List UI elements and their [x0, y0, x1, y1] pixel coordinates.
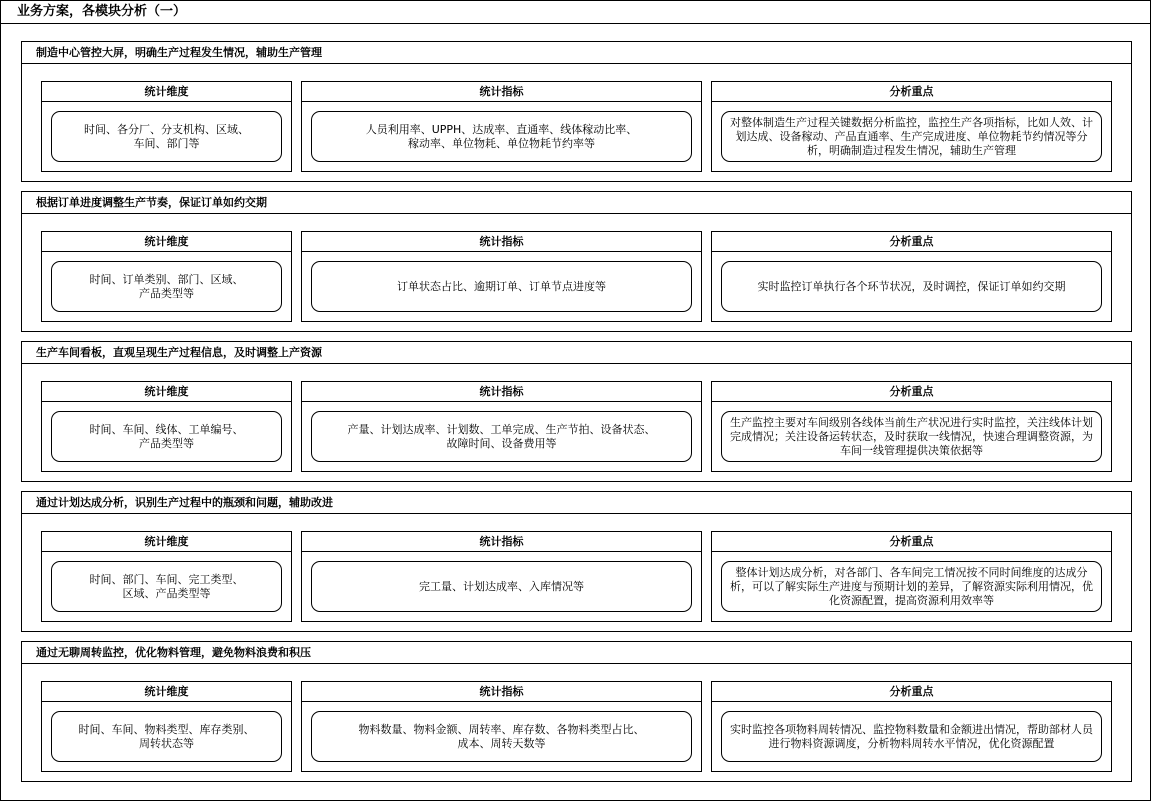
- dimensions-box: 时间、车间、线体、工单编号、 产品类型等: [51, 411, 282, 462]
- column-header: 统计指标: [302, 382, 701, 402]
- metrics-box: 物料数量、物料金额、周转率、库存数、各物料类型占比、 成本、周转天数等: [311, 711, 692, 762]
- focus-column: [711, 81, 1112, 172]
- section-title: 根据订单进度调整生产节奏，保证订单如约交期: [22, 192, 1131, 214]
- column-header: 统计指标: [302, 232, 701, 252]
- focus-box: 生产监控主要对车间级别各线体当前生产状况进行实时监控，关注线体计划完成情况；关注设备运转状态，及时获取一线情况，快速合理调整资源，为车间一线管理提供决策依据等: [721, 411, 1102, 462]
- dimensions-box: 时间、各分厂、分支机构、区域、 车间、部门等: [51, 111, 282, 162]
- section-order-progress: [21, 191, 1132, 332]
- focus-box: 整体计划达成分析，对各部门、各车间完工情况按不同时间维度的达成分析，可以了解实际生产进度与预期计划的差异，了解资源实际利用情况，优化资源配置，提高资源利用效率等: [721, 561, 1102, 612]
- column-header: 分析重点: [712, 82, 1111, 102]
- focus-column: [711, 681, 1112, 772]
- metrics-box: 完工量、计划达成率、入库情况等: [311, 561, 692, 612]
- column-header: 统计指标: [302, 532, 701, 552]
- page-title: 业务方案，各模块分析（一）: [1, 1, 1150, 24]
- metrics-box: 产量、计划达成率、计划数、工单完成、生产节拍、设备状态、 故障时间、设备费用等: [311, 411, 692, 462]
- dimensions-box: 时间、车间、物料类型、库存类别、 周转状态等: [51, 711, 282, 762]
- metrics-box: 人员利用率、UPPH、达成率、直通率、线体稼动比率、 稼动率、单位物耗、单位物耗节约率等: [311, 111, 692, 162]
- metrics-column: [301, 81, 702, 172]
- metrics-column: [301, 381, 702, 472]
- focus-column: [711, 381, 1112, 472]
- column-header: 统计维度: [42, 682, 291, 702]
- section-workshop-board: [21, 341, 1132, 482]
- column-header: 统计指标: [302, 682, 701, 702]
- section-material-turnover: [21, 641, 1132, 782]
- column-header: 分析重点: [712, 232, 1111, 252]
- dimensions-column: [41, 531, 292, 622]
- section-title: 通过计划达成分析，识别生产过程中的瓶颈和问题，辅助改进: [22, 492, 1131, 514]
- metrics-box: 订单状态占比、逾期订单、订单节点进度等: [311, 261, 692, 312]
- column-header: 分析重点: [712, 382, 1111, 402]
- section-plan-achievement: [21, 491, 1132, 632]
- column-header: 统计维度: [42, 82, 291, 102]
- column-header: 分析重点: [712, 532, 1111, 552]
- focus-column: [711, 531, 1112, 622]
- column-header: 统计维度: [42, 532, 291, 552]
- focus-column: [711, 231, 1112, 322]
- section-title: 制造中心管控大屏，明确生产过程发生情况，辅助生产管理: [22, 42, 1131, 64]
- metrics-column: [301, 531, 702, 622]
- section-title: 生产车间看板，直观呈现生产过程信息，及时调整上产资源: [22, 342, 1131, 364]
- metrics-column: [301, 231, 702, 322]
- dimensions-box: 时间、订单类别、部门、区域、 产品类型等: [51, 261, 282, 312]
- dimensions-column: [41, 81, 292, 172]
- focus-box: 对整体制造生产过程关键数据分析监控，监控生产各项指标，比如人效、计划达成、设备稼动、产品直通率、生产完成进度、单位物耗节约情况等分析，明确制造过程发生情况，辅助生产管理: [721, 111, 1102, 162]
- dimensions-column: [41, 681, 292, 772]
- column-header: 分析重点: [712, 682, 1111, 702]
- metrics-column: [301, 681, 702, 772]
- dimensions-column: [41, 381, 292, 472]
- dimensions-box: 时间、部门、车间、完工类型、 区域、产品类型等: [51, 561, 282, 612]
- dimensions-column: [41, 231, 292, 322]
- focus-box: 实时监控订单执行各个环节状况，及时调控，保证订单如约交期: [721, 261, 1102, 312]
- focus-box: 实时监控各项物料周转情况、监控物料数量和金额进出情况，帮助部材人员进行物料资源调度，分析物料周转水平情况，优化资源配置: [721, 711, 1102, 762]
- column-header: 统计维度: [42, 382, 291, 402]
- section-control-screen: [21, 41, 1132, 182]
- column-header: 统计维度: [42, 232, 291, 252]
- column-header: 统计指标: [302, 82, 701, 102]
- section-title: 通过无聊周转监控，优化物料管理，避免物料浪费和积压: [22, 642, 1131, 664]
